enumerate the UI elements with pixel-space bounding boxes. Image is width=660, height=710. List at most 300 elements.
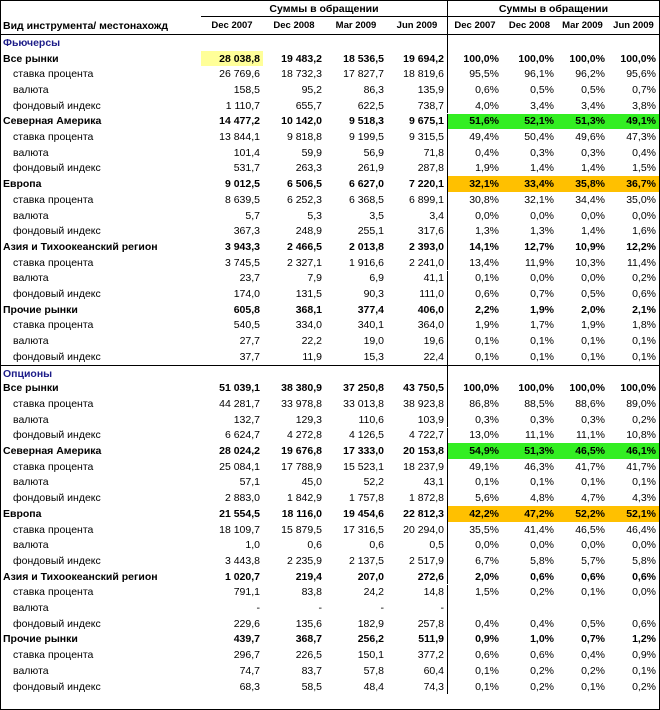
share-cell[interactable]: 46,3% <box>524 460 554 473</box>
share-cell[interactable]: 0,2% <box>632 680 656 693</box>
share-cell[interactable]: 41,7% <box>626 460 656 473</box>
row-label[interactable]: ставка процента <box>13 193 94 206</box>
share-cell[interactable]: 30,8% <box>469 193 499 206</box>
share-cell[interactable]: 0,4% <box>475 146 499 159</box>
share-cell[interactable]: 41,4% <box>524 523 554 536</box>
amount-cell[interactable]: 9 518,3 <box>348 115 384 128</box>
share-cell[interactable]: 1,9% <box>530 303 554 316</box>
amount-cell[interactable]: 10 142,0 <box>281 115 322 128</box>
share-cell[interactable]: 0,3% <box>530 413 554 426</box>
share-cell[interactable]: 1,4% <box>530 162 554 175</box>
amount-cell[interactable] <box>387 366 448 382</box>
amount-cell[interactable]: 15 879,5 <box>281 523 322 536</box>
row-label[interactable]: валюта <box>13 335 49 348</box>
row-label[interactable]: фондовый индекс <box>13 680 101 693</box>
share-cell[interactable]: 11,1% <box>576 429 605 442</box>
share-cell[interactable]: 0,1% <box>475 476 499 489</box>
amount-cell[interactable] <box>201 366 263 382</box>
share-cell[interactable] <box>448 35 502 51</box>
share-cell[interactable]: 0,6% <box>475 288 499 301</box>
header-col-5[interactable]: Dec 2007 <box>448 17 502 35</box>
amount-cell[interactable]: 4 272,8 <box>286 429 322 442</box>
share-cell[interactable]: 0,1% <box>581 586 605 599</box>
share-cell[interactable]: 1,2% <box>632 633 656 646</box>
amount-cell[interactable] <box>387 35 448 51</box>
amount-cell[interactable]: 3,4 <box>387 208 448 224</box>
amount-cell[interactable]: 17 316,5 <box>343 523 384 536</box>
share-cell[interactable]: 0,1% <box>581 680 605 693</box>
amount-cell[interactable]: 3,5 <box>369 209 384 222</box>
amount-cell[interactable]: 3 443,8 <box>224 554 260 567</box>
share-cell[interactable]: 88,6% <box>575 397 605 410</box>
share-cell[interactable]: 0,6% <box>475 649 499 662</box>
share-cell[interactable]: 2,0% <box>475 570 499 583</box>
amount-cell[interactable]: 19 483,2 <box>281 52 322 65</box>
share-cell[interactable]: 11,1% <box>525 429 554 442</box>
share-cell[interactable]: 100,0% <box>620 52 656 65</box>
amount-cell[interactable]: 2 466,5 <box>286 240 322 253</box>
share-cell[interactable]: 0,4% <box>475 617 499 630</box>
share-cell[interactable]: 0,0% <box>475 539 499 552</box>
amount-cell[interactable]: 738,7 <box>387 98 448 114</box>
share-cell[interactable] <box>608 35 659 51</box>
amount-cell[interactable]: 2 235,9 <box>286 554 322 567</box>
share-cell[interactable]: 96,1% <box>524 68 554 81</box>
amount-cell[interactable]: 48,4 <box>363 680 384 693</box>
amount-cell[interactable]: 229,6 <box>233 617 260 630</box>
amount-cell[interactable]: 2 393,0 <box>387 239 448 255</box>
share-cell[interactable]: 95,5% <box>469 68 499 81</box>
header-group-amounts-left[interactable]: Суммы в обращении <box>201 1 448 17</box>
amount-cell[interactable]: 19 694,2 <box>387 51 448 67</box>
share-cell[interactable] <box>608 366 659 382</box>
amount-cell[interactable]: 83,8 <box>301 586 322 599</box>
share-cell[interactable]: 0,6% <box>475 83 499 96</box>
share-cell[interactable]: 4,8% <box>530 492 554 505</box>
share-cell[interactable]: 0,2% <box>632 272 656 285</box>
row-label[interactable]: фондовый индекс <box>13 350 101 363</box>
row-label[interactable]: фондовый индекс <box>13 554 101 567</box>
amount-cell[interactable]: 8 639,5 <box>224 193 260 206</box>
share-cell[interactable]: 12,2% <box>626 240 656 253</box>
amount-cell[interactable]: 6 252,3 <box>286 193 322 206</box>
share-cell[interactable]: 0,0% <box>632 539 656 552</box>
amount-cell[interactable]: 74,3 <box>387 679 448 695</box>
amount-cell[interactable]: 25 084,1 <box>219 460 260 473</box>
amount-cell[interactable]: 18 536,5 <box>343 52 384 65</box>
amount-cell[interactable]: 45,0 <box>301 476 322 489</box>
share-cell[interactable]: 12,7% <box>524 240 554 253</box>
amount-cell[interactable] <box>263 366 325 382</box>
amount-cell[interactable]: 17 788,9 <box>281 460 322 473</box>
amount-cell[interactable]: 4 722,7 <box>387 428 448 444</box>
share-cell[interactable]: 51,3% <box>502 443 557 459</box>
share-cell[interactable]: 100,0% <box>518 382 554 395</box>
section-title[interactable]: Опционы <box>3 367 53 380</box>
share-cell[interactable]: 47,3% <box>626 131 656 144</box>
amount-cell[interactable]: 1 757,8 <box>348 492 384 505</box>
amount-cell[interactable]: 110,6 <box>358 413 384 426</box>
share-cell[interactable]: 10,3% <box>575 256 605 269</box>
amount-cell[interactable]: 1 872,8 <box>387 490 448 506</box>
share-cell[interactable]: 47,2% <box>502 506 557 522</box>
amount-cell[interactable]: 791,1 <box>233 586 260 599</box>
share-cell[interactable]: 1,6% <box>632 225 656 238</box>
share-cell[interactable]: 0,1% <box>475 680 499 693</box>
share-cell[interactable]: 3,4% <box>530 99 554 112</box>
amount-cell[interactable]: 1 916,6 <box>348 256 384 269</box>
share-cell[interactable]: 0,5% <box>581 83 605 96</box>
amount-cell[interactable]: 135,6 <box>295 617 322 630</box>
amount-cell[interactable]: 150,1 <box>357 649 384 662</box>
share-cell[interactable]: 96,2% <box>575 68 605 81</box>
share-cell[interactable]: 6,7% <box>475 554 499 567</box>
share-cell[interactable]: 0,7% <box>530 288 554 301</box>
amount-cell[interactable]: 68,3 <box>239 680 260 693</box>
share-cell[interactable]: 3,8% <box>632 99 656 112</box>
amount-cell[interactable]: 111,0 <box>387 286 448 302</box>
amount-cell[interactable]: 622,5 <box>357 99 384 112</box>
share-cell[interactable]: 49,1% <box>608 114 659 130</box>
share-cell[interactable]: 3,4% <box>581 99 605 112</box>
share-cell[interactable]: 4,0% <box>475 99 499 112</box>
row-label[interactable]: фондовый индекс <box>13 225 101 238</box>
amount-cell[interactable]: 1 842,9 <box>286 492 322 505</box>
share-cell[interactable]: 0,1% <box>475 272 499 285</box>
share-cell[interactable]: 100,0% <box>463 382 499 395</box>
amount-cell[interactable]: 226,5 <box>295 649 322 662</box>
share-cell[interactable]: 100,0% <box>620 382 656 395</box>
row-label[interactable]: Северная Америка <box>3 445 102 458</box>
amount-cell[interactable]: 256,2 <box>357 633 384 646</box>
amount-cell[interactable]: 655,7 <box>295 99 322 112</box>
amount-cell[interactable]: 7,9 <box>307 272 322 285</box>
row-label[interactable]: Европа <box>3 178 42 191</box>
amount-cell[interactable]: 377,2 <box>387 647 448 663</box>
amount-cell[interactable]: 6 899,1 <box>387 192 448 208</box>
amount-cell[interactable]: 26 769,6 <box>219 68 260 81</box>
share-cell[interactable]: 0,1% <box>632 664 656 677</box>
share-cell[interactable]: 0,0% <box>475 209 499 222</box>
share-cell[interactable]: 5,8% <box>530 554 554 567</box>
amount-cell[interactable]: 135,9 <box>387 82 448 98</box>
share-cell[interactable]: 0,6% <box>530 570 554 583</box>
row-label[interactable]: валюта <box>13 83 49 96</box>
amount-cell[interactable]: 33 978,8 <box>281 397 322 410</box>
amount-cell[interactable]: 41,1 <box>387 271 448 287</box>
share-cell[interactable]: 0,1% <box>530 335 554 348</box>
amount-cell[interactable]: 4 126,5 <box>348 429 384 442</box>
amount-cell[interactable]: 33 013,8 <box>343 397 384 410</box>
share-cell[interactable]: 5,7% <box>581 554 605 567</box>
amount-cell[interactable]: 2 013,8 <box>348 240 384 253</box>
share-cell[interactable]: 0,1% <box>475 335 499 348</box>
share-cell[interactable]: 1,4% <box>581 225 605 238</box>
amount-cell[interactable]: 90,3 <box>363 288 384 301</box>
row-label[interactable]: валюта <box>13 476 49 489</box>
amount-cell[interactable]: 255,1 <box>357 225 384 238</box>
share-cell[interactable]: 1,7% <box>530 319 554 332</box>
share-cell[interactable]: 0,0% <box>632 586 656 599</box>
amount-cell[interactable]: 22 812,3 <box>387 506 448 522</box>
share-cell[interactable]: 1,9% <box>475 162 499 175</box>
share-cell[interactable]: 2,1% <box>632 303 656 316</box>
share-cell[interactable]: 0,0% <box>530 539 554 552</box>
row-label[interactable]: валюта <box>13 209 49 222</box>
share-cell[interactable]: 52,2% <box>557 506 608 522</box>
amount-cell[interactable]: 37 250,8 <box>343 382 384 395</box>
amount-cell[interactable]: 11,9 <box>302 350 322 363</box>
share-cell[interactable]: 35,8% <box>557 176 608 192</box>
row-label[interactable]: ставка процента <box>13 460 94 473</box>
header-corner-cell[interactable] <box>1 1 201 17</box>
share-cell[interactable]: 0,0% <box>581 272 605 285</box>
header-col-7[interactable]: Mar 2009 <box>557 17 608 35</box>
row-label[interactable]: валюта <box>13 272 49 285</box>
share-cell[interactable]: 10,8% <box>626 429 656 442</box>
amount-cell[interactable]: 9 675,1 <box>387 114 448 130</box>
row-label[interactable]: фондовый индекс <box>13 288 101 301</box>
share-cell[interactable] <box>448 366 502 382</box>
header-col-3[interactable]: Mar 2009 <box>325 17 387 35</box>
amount-cell[interactable]: 57,1 <box>239 476 260 489</box>
share-cell[interactable]: 0,2% <box>581 664 605 677</box>
share-cell[interactable]: 0,1% <box>581 335 605 348</box>
amount-cell[interactable]: 22,2 <box>301 335 322 348</box>
share-cell[interactable]: 0,1% <box>530 350 554 363</box>
amount-cell[interactable]: 129,3 <box>295 413 322 426</box>
amount-cell[interactable]: 317,6 <box>387 223 448 239</box>
amount-cell[interactable]: - <box>256 602 260 615</box>
amount-cell[interactable]: 51 039,1 <box>219 382 260 395</box>
share-cell[interactable]: 49,1% <box>469 460 499 473</box>
share-cell[interactable]: 0,2% <box>530 664 554 677</box>
amount-cell[interactable]: 367,3 <box>233 225 260 238</box>
amount-cell[interactable]: 6,9 <box>369 272 384 285</box>
share-cell[interactable]: 0,6% <box>632 617 656 630</box>
row-label[interactable]: ставка процента <box>13 319 94 332</box>
amount-cell[interactable]: 18 237,9 <box>387 459 448 475</box>
amount-cell[interactable]: 296,7 <box>233 649 260 662</box>
amount-cell[interactable]: 18 732,3 <box>281 68 322 81</box>
row-label[interactable]: фондовый индекс <box>13 162 101 175</box>
header-col-4[interactable]: Jun 2009 <box>387 17 448 35</box>
share-cell[interactable]: 32,1% <box>524 193 554 206</box>
amount-cell[interactable]: 56,9 <box>363 146 384 159</box>
share-cell[interactable]: 0,5% <box>530 83 554 96</box>
share-cell[interactable]: 0,5% <box>581 617 605 630</box>
share-cell[interactable]: 50,4% <box>524 131 554 144</box>
row-label[interactable]: фондовый индекс <box>13 492 101 505</box>
share-cell[interactable] <box>502 600 557 616</box>
amount-cell[interactable]: - <box>380 602 384 615</box>
share-cell[interactable]: 0,5% <box>581 288 605 301</box>
header-instrument-location[interactable]: Вид инструмента/ местонахожд <box>1 17 201 35</box>
header-group-amounts-right[interactable]: Суммы в обращении <box>448 1 659 17</box>
share-cell[interactable] <box>608 600 659 616</box>
share-cell[interactable]: 4,3% <box>632 492 656 505</box>
amount-cell[interactable]: 13 844,1 <box>219 131 260 144</box>
share-cell[interactable]: 0,3% <box>475 413 499 426</box>
amount-cell[interactable]: 5,3 <box>307 209 322 222</box>
row-label[interactable]: валюта <box>13 602 49 615</box>
amount-cell[interactable]: 14,8 <box>387 585 448 601</box>
amount-cell[interactable]: 24,2 <box>363 586 384 599</box>
share-cell[interactable]: 100,0% <box>463 52 499 65</box>
row-label[interactable]: Прочие рынки <box>3 303 78 316</box>
share-cell[interactable]: 0,1% <box>632 476 656 489</box>
share-cell[interactable]: 95,6% <box>626 68 656 81</box>
share-cell[interactable]: 52,1% <box>608 506 659 522</box>
amount-cell[interactable]: 511,9 <box>387 632 448 648</box>
amount-cell[interactable]: 439,7 <box>233 633 260 646</box>
amount-cell[interactable]: 248,9 <box>295 225 322 238</box>
share-cell[interactable]: 0,9% <box>475 633 499 646</box>
amount-cell[interactable]: 0,5 <box>387 537 448 553</box>
row-label[interactable]: Все рынки <box>3 52 59 65</box>
amount-cell[interactable]: - <box>318 602 322 615</box>
row-label[interactable]: валюта <box>13 413 49 426</box>
amount-cell[interactable]: 257,8 <box>387 616 448 632</box>
amount-cell[interactable]: 22,4 <box>387 349 448 365</box>
header-col-2[interactable]: Dec 2008 <box>263 17 325 35</box>
amount-cell[interactable]: 9 315,5 <box>387 129 448 145</box>
row-label[interactable]: Все рынки <box>3 382 59 395</box>
amount-cell[interactable]: 207,0 <box>357 570 384 583</box>
amount-cell[interactable]: 19 454,6 <box>343 507 384 520</box>
share-cell[interactable]: 0,0% <box>530 209 554 222</box>
amount-cell[interactable]: 2 241,0 <box>387 255 448 271</box>
share-cell[interactable]: 0,6% <box>632 570 656 583</box>
amount-cell[interactable]: 3 745,5 <box>224 256 260 269</box>
row-label[interactable]: валюта <box>13 664 49 677</box>
share-cell[interactable]: 51,3% <box>557 114 608 130</box>
header-col-8[interactable]: Jun 2009 <box>608 17 659 35</box>
share-cell[interactable]: 0,3% <box>581 413 605 426</box>
amount-cell[interactable]: 272,6 <box>387 569 448 585</box>
share-cell[interactable]: 42,2% <box>448 506 502 522</box>
share-cell[interactable]: 5,8% <box>632 554 656 567</box>
amount-cell[interactable] <box>325 366 387 382</box>
amount-cell[interactable]: 158,5 <box>233 83 260 96</box>
share-cell[interactable]: 10,9% <box>575 240 605 253</box>
amount-cell[interactable]: 132,7 <box>233 413 260 426</box>
share-cell[interactable]: 49,6% <box>575 131 605 144</box>
row-label[interactable]: валюта <box>13 539 49 552</box>
amount-cell[interactable]: 38 923,8 <box>387 396 448 412</box>
share-cell[interactable]: 1,3% <box>530 225 554 238</box>
amount-cell[interactable]: 52,2 <box>363 476 384 489</box>
share-cell[interactable]: 49,4% <box>469 131 499 144</box>
amount-cell[interactable]: 74,7 <box>239 664 260 677</box>
amount-cell[interactable]: 6 506,5 <box>286 178 322 191</box>
amount-cell[interactable]: 531,7 <box>233 162 260 175</box>
amount-cell[interactable]: 101,4 <box>233 146 260 159</box>
amount-cell[interactable]: 334,0 <box>295 319 322 332</box>
share-cell[interactable]: 0,1% <box>530 476 554 489</box>
share-cell[interactable]: 32,1% <box>448 176 502 192</box>
share-cell[interactable]: 35,0% <box>626 193 656 206</box>
share-cell[interactable]: 0,4% <box>632 146 656 159</box>
share-cell[interactable]: 0,3% <box>530 146 554 159</box>
share-cell[interactable]: 14,1% <box>469 240 499 253</box>
share-cell[interactable] <box>557 35 608 51</box>
amount-cell[interactable]: 2 883,0 <box>224 492 260 505</box>
amount-cell[interactable]: - <box>387 600 448 616</box>
row-label[interactable]: Азия и Тихоокеанский регион <box>3 240 158 253</box>
share-cell[interactable]: 35,5% <box>469 523 499 536</box>
amount-cell[interactable]: 2 137,5 <box>348 554 384 567</box>
share-cell[interactable]: 52,1% <box>502 114 557 130</box>
amount-cell[interactable]: 23,7 <box>239 272 260 285</box>
amount-cell[interactable]: 19,6 <box>387 333 448 349</box>
share-cell[interactable]: 0,1% <box>632 335 656 348</box>
share-cell[interactable]: 1,5% <box>475 586 499 599</box>
share-cell[interactable]: 1,9% <box>581 319 605 332</box>
amount-cell[interactable] <box>263 35 325 51</box>
amount-cell[interactable]: 59,9 <box>301 146 322 159</box>
share-cell[interactable]: 0,1% <box>475 350 499 363</box>
row-label[interactable]: Прочие рынки <box>3 633 78 646</box>
amount-cell[interactable]: 15 523,1 <box>343 460 384 473</box>
share-cell[interactable] <box>448 600 502 616</box>
share-cell[interactable]: 33,4% <box>502 176 557 192</box>
amount-cell[interactable]: 263,3 <box>295 162 322 175</box>
share-cell[interactable]: 1,3% <box>475 225 499 238</box>
share-cell[interactable]: 34,4% <box>575 193 605 206</box>
share-cell[interactable]: 0,1% <box>581 350 605 363</box>
share-cell[interactable]: 100,0% <box>518 52 554 65</box>
amount-cell[interactable]: 20 294,0 <box>387 522 448 538</box>
amount-cell[interactable]: 27,7 <box>239 335 260 348</box>
amount-cell[interactable]: 58,5 <box>301 680 322 693</box>
amount-cell[interactable]: 60,4 <box>387 663 448 679</box>
share-cell[interactable]: 0,0% <box>581 209 605 222</box>
amount-cell[interactable] <box>201 35 263 51</box>
amount-cell[interactable]: 174,0 <box>233 288 260 301</box>
share-cell[interactable]: 1,8% <box>632 319 656 332</box>
share-cell[interactable]: 13,0% <box>469 429 499 442</box>
share-cell[interactable]: 86,8% <box>469 397 499 410</box>
share-cell[interactable]: 2,2% <box>475 303 499 316</box>
row-label[interactable]: ставка процента <box>13 523 94 536</box>
row-label[interactable]: ставка процента <box>13 256 94 269</box>
row-label[interactable]: фондовый индекс <box>13 99 101 112</box>
amount-cell[interactable]: 6 624,7 <box>224 429 260 442</box>
share-cell[interactable]: 46,1% <box>608 443 659 459</box>
amount-cell[interactable]: 19,0 <box>363 335 384 348</box>
amount-cell[interactable]: 1,0 <box>245 539 260 552</box>
amount-cell[interactable]: 17 827,7 <box>343 68 384 81</box>
amount-cell[interactable]: 15,3 <box>363 350 384 363</box>
amount-cell[interactable]: 131,5 <box>295 288 322 301</box>
amount-cell[interactable]: 71,8 <box>387 145 448 161</box>
amount-cell[interactable] <box>325 35 387 51</box>
share-cell[interactable] <box>557 600 608 616</box>
amount-cell[interactable]: 1 110,7 <box>225 99 260 112</box>
share-cell[interactable]: 0,3% <box>581 146 605 159</box>
share-cell[interactable]: 11,4% <box>627 256 656 269</box>
amount-cell[interactable]: 2 517,9 <box>387 553 448 569</box>
share-cell[interactable]: 54,9% <box>448 443 502 459</box>
row-label[interactable]: Северная Америка <box>3 115 102 128</box>
row-label[interactable]: ставка процента <box>13 397 94 410</box>
share-cell[interactable]: 89,0% <box>626 397 656 410</box>
amount-cell[interactable]: 95,2 <box>301 83 322 96</box>
amount-cell[interactable]: 7 220,1 <box>387 176 448 192</box>
row-label[interactable]: Европа <box>3 507 42 520</box>
row-label[interactable]: ставка процента <box>13 68 94 81</box>
